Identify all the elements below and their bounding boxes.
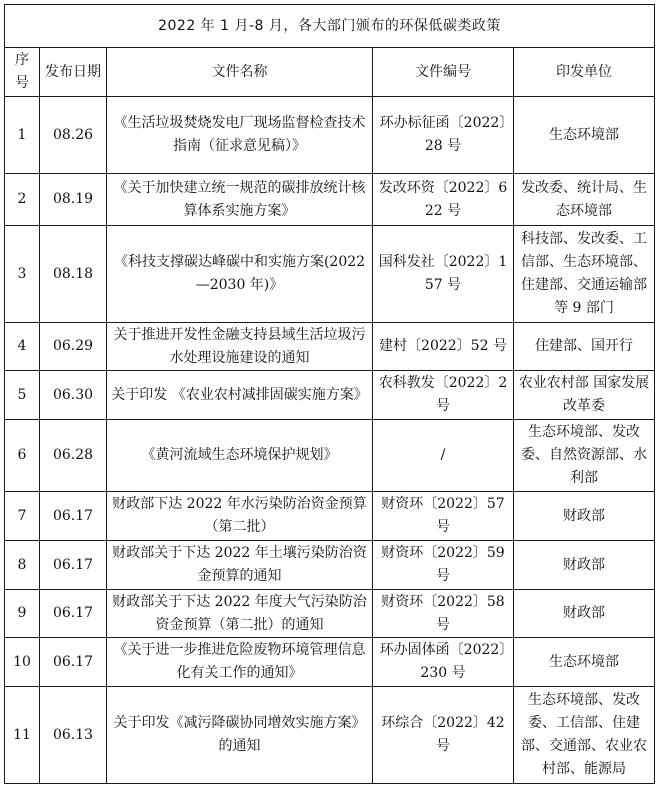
row-date: 06.17 [40, 590, 107, 638]
row-date: 08.19 [40, 174, 107, 226]
row-file-name: 关于印发 《农业农村减排固碳实施方案》 [107, 371, 373, 420]
row-file-number: 财资环〔2022〕59 号 [373, 541, 514, 590]
row-seq: 5 [5, 371, 40, 420]
row-issuer: 生态环境部 [514, 97, 655, 174]
row-issuer: 生态环境部、发改委、工信部、住建部、交通部、农业农村部、能源局 [514, 687, 655, 784]
row-seq: 11 [5, 687, 40, 784]
row-issuer: 农业农村部 国家发展改革委 [514, 371, 655, 420]
row-file-number: 环办固体函〔2022〕230 号 [373, 638, 514, 687]
row-seq: 6 [5, 420, 40, 492]
row-date: 06.28 [40, 420, 107, 492]
row-file-number: 国科发社〔2022〕157 号 [373, 226, 514, 323]
column-header-number: 文件编号 [373, 48, 514, 97]
row-file-number: 发改环资〔2022〕622 号 [373, 174, 514, 226]
table-row [5, 174, 655, 226]
header-row [5, 48, 655, 97]
table-row [5, 97, 655, 174]
title-row [5, 5, 655, 48]
row-file-number: 财资环〔2022〕58 号 [373, 590, 514, 638]
row-issuer: 生态环境部、发改委、自然资源部、水利部 [514, 420, 655, 492]
row-seq: 4 [5, 323, 40, 371]
table-row [5, 420, 655, 492]
column-header-issuer: 印发单位 [514, 48, 655, 97]
row-file-number: 农科教发〔2022〕2 号 [373, 371, 514, 420]
row-issuer: 住建部、国开行 [514, 323, 655, 371]
row-seq: 10 [5, 638, 40, 687]
table-row [5, 687, 655, 784]
table-row [5, 590, 655, 638]
column-header-seq: 序号 [5, 48, 40, 97]
row-file-name: 财政部关于下达 2022 年度大气污染防治资金预算（第二批）的通知 [107, 590, 373, 638]
table-row [5, 371, 655, 420]
table-row [5, 492, 655, 541]
row-file-name: 《黄河流域生态环境保护规划》 [107, 420, 373, 492]
row-file-name: 《生活垃圾焚烧发电厂现场监督检查技术指南（征求意见稿）》 [107, 97, 373, 174]
row-file-name: 财政部关于下达 2022 年土壤污染防治资金预算的通知 [107, 541, 373, 590]
table-row [5, 226, 655, 323]
table-row [5, 638, 655, 687]
row-file-name: 财政部下达 2022 年水污染防治资金预算（第二批） [107, 492, 373, 541]
row-date: 08.18 [40, 226, 107, 323]
row-date: 06.29 [40, 323, 107, 371]
row-file-name: 《关于加快建立统一规范的碳排放统计核算体系实施方案》 [107, 174, 373, 226]
row-file-number: 环综合〔2022〕42 号 [373, 687, 514, 784]
row-date: 06.17 [40, 541, 107, 590]
row-seq: 9 [5, 590, 40, 638]
row-issuer: 生态环境部 [514, 638, 655, 687]
row-file-name: 关于推进开发性金融支持县域生活垃圾污水处理设施建设的通知 [107, 323, 373, 371]
row-file-name: 《科技支撑碳达峰碳中和实施方案(2022—2030 年)》 [107, 226, 373, 323]
row-date: 06.30 [40, 371, 107, 420]
row-seq: 3 [5, 226, 40, 323]
row-date: 06.17 [40, 638, 107, 687]
table-row [5, 323, 655, 371]
row-seq: 8 [5, 541, 40, 590]
row-file-name: 《关于进一步推进危险废物环境管理信息化有关工作的通知》 [107, 638, 373, 687]
row-file-number: 建村〔2022〕52 号 [373, 323, 514, 371]
row-seq: 7 [5, 492, 40, 541]
table-row [5, 541, 655, 590]
row-issuer: 科技部、发改委、工信部、生态环境部、住建部、交通运输部等 9 部门 [514, 226, 655, 323]
policy-table [4, 4, 655, 784]
row-issuer: 发改委、统计局、生态环境部 [514, 174, 655, 226]
row-seq: 2 [5, 174, 40, 226]
row-date: 06.17 [40, 492, 107, 541]
row-issuer: 财政部 [514, 492, 655, 541]
row-file-name: 关于印发《减污降碳协同增效实施方案》的通知 [107, 687, 373, 784]
row-file-number: 财资环〔2022〕57 号 [373, 492, 514, 541]
row-date: 06.13 [40, 687, 107, 784]
row-seq: 1 [5, 97, 40, 174]
row-issuer: 财政部 [514, 590, 655, 638]
row-file-number: 环办标征函〔2022〕28 号 [373, 97, 514, 174]
column-header-date: 发布日期 [40, 48, 107, 97]
table-title: 2022 年 1 月-8 月，各大部门颁布的环保低碳类政策 [5, 5, 655, 48]
row-issuer: 财政部 [514, 541, 655, 590]
document-page [4, 4, 654, 784]
row-date: 08.26 [40, 97, 107, 174]
column-header-name: 文件名称 [107, 48, 373, 97]
row-file-number: / [373, 420, 514, 492]
